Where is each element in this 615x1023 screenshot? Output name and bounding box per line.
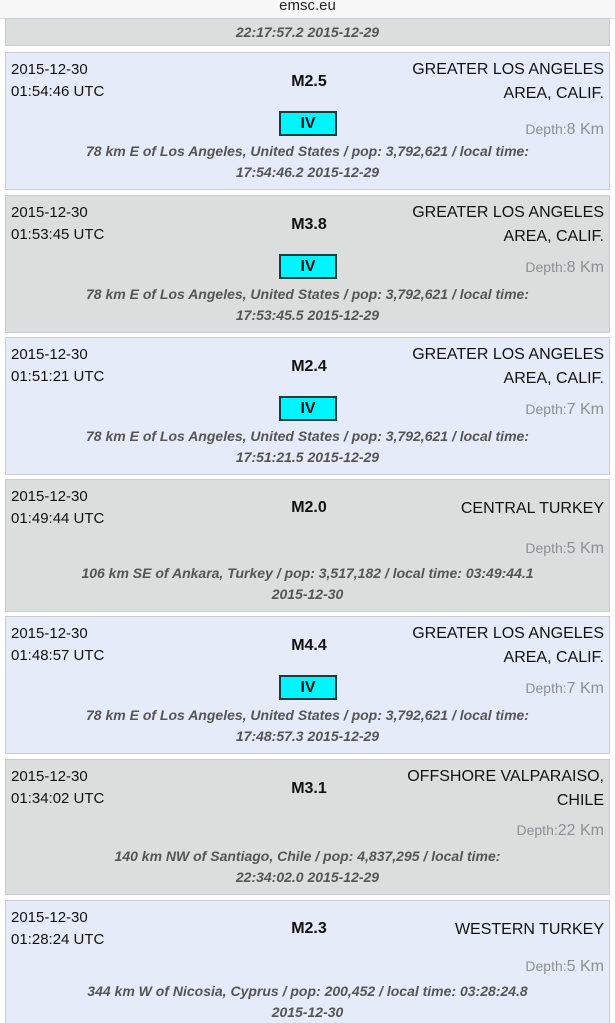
region-line-1: GREATER LOS ANGELES (412, 625, 604, 642)
depth-value: 5 Km (566, 958, 604, 975)
region-line-1: WESTERN TURKEY (454, 921, 604, 938)
depth-info (525, 121, 604, 139)
region-line-1: GREATER LOS ANGELES (412, 204, 604, 221)
depth-info (525, 401, 604, 419)
event-card[interactable] (5, 195, 610, 333)
intensity-badge: IV (279, 675, 337, 700)
depth-label: Depth: (525, 958, 567, 974)
local-time-line-2: 2015-12-30 (271, 586, 344, 602)
intensity-badge: IV (279, 254, 337, 279)
depth-value: 7 Km (566, 680, 604, 697)
depth-value: 7 Km (566, 401, 604, 418)
depth-info (525, 259, 604, 277)
depth-label: Depth: (525, 259, 567, 275)
event-card[interactable] (5, 337, 610, 475)
local-time-line-1: 106 km SE of Ankara, Turkey / pop: 3,517,182 / local time: 03:49:44.1 (81, 565, 534, 581)
magnitude: M2.4 (291, 358, 327, 375)
depth-label: Depth: (516, 822, 558, 838)
intensity-badge: IV (279, 111, 337, 136)
region-line-1: CENTRAL TURKEY (460, 500, 604, 517)
region-line-2: AREA, CALIF. (503, 85, 604, 102)
magnitude: M2.5 (291, 73, 327, 90)
event-time: 01:51:21 UTC (11, 368, 105, 385)
event-time: 01:54:46 UTC (11, 83, 105, 100)
event-card[interactable] (5, 479, 610, 612)
region-line-1: GREATER LOS ANGELES (412, 61, 604, 78)
magnitude: M2.0 (291, 499, 327, 516)
local-time-line-2: 17:48:57.3 2015-12-29 (235, 728, 380, 744)
event-card[interactable] (5, 759, 610, 895)
local-time-line-1: 78 km E of Los Angeles, United States / pop: 3,792,621 / local time: (86, 143, 529, 159)
event-date: 2015-12-30 (11, 61, 88, 78)
depth-info (525, 680, 604, 698)
url-text: emsc.eu (279, 0, 336, 14)
event-date: 2015-12-30 (11, 768, 88, 785)
local-time-line-2: 22:34:02.0 2015-12-29 (235, 869, 380, 885)
depth-label: Depth: (525, 680, 567, 696)
region-line-2: AREA, CALIF. (503, 228, 604, 245)
depth-label: Depth: (525, 401, 567, 417)
depth-label: Depth: (525, 121, 567, 137)
event-time: 01:49:44 UTC (11, 510, 105, 527)
local-time-line-1: 78 km E of Los Angeles, United States / pop: 3,792,621 / local time: (86, 286, 529, 302)
depth-value: 22 Km (557, 822, 604, 839)
local-time-line-2: 17:54:46.2 2015-12-29 (235, 164, 380, 180)
event-time: 01:34:02 UTC (11, 790, 105, 807)
depth-value: 8 Km (566, 259, 604, 276)
local-time-line-1: 140 km NW of Santiago, Chile / pop: 4,837,295 / local time: (114, 848, 501, 864)
magnitude: M3.8 (291, 216, 327, 233)
event-time: 01:53:45 UTC (11, 226, 105, 243)
local-time-line: 22:17:57.2 2015-12-29 (235, 24, 380, 40)
event-card[interactable] (5, 52, 610, 190)
local-time-line-2: 17:51:21.5 2015-12-29 (235, 449, 380, 465)
local-time-line-2: 17:53:45.5 2015-12-29 (235, 307, 380, 323)
magnitude: M4.4 (291, 637, 327, 654)
region-line-2: AREA, CALIF. (503, 649, 604, 666)
event-date: 2015-12-30 (11, 346, 88, 363)
depth-value: 8 Km (566, 121, 604, 138)
region-line-2: AREA, CALIF. (503, 370, 604, 387)
depth-value: 5 Km (566, 540, 604, 557)
magnitude: M3.1 (291, 780, 327, 797)
event-date: 2015-12-30 (11, 488, 88, 505)
event-date: 2015-12-30 (11, 204, 88, 221)
local-time-line-1: 78 km E of Los Angeles, United States / pop: 3,792,621 / local time: (86, 428, 529, 444)
event-card[interactable] (5, 616, 610, 754)
event-card-partial[interactable] (5, 18, 610, 46)
region-line-2: CHILE (556, 792, 604, 809)
event-time: 01:28:24 UTC (11, 931, 105, 948)
magnitude: M2.3 (291, 920, 327, 937)
region-line-1: GREATER LOS ANGELES (412, 346, 604, 363)
depth-info (517, 822, 605, 840)
depth-info (525, 540, 604, 558)
depth-info (525, 958, 604, 976)
event-date: 2015-12-30 (11, 625, 88, 642)
local-time-line-1: 344 km W of Nicosia, Cyprus / pop: 200,452 / local time: 03:28:24.8 (87, 983, 528, 999)
depth-label: Depth: (525, 540, 567, 556)
event-card[interactable] (5, 900, 610, 1023)
event-date: 2015-12-30 (11, 909, 88, 926)
event-time: 01:48:57 UTC (11, 647, 105, 664)
intensity-badge: IV (279, 396, 337, 421)
local-time-line-2: 2015-12-30 (271, 1004, 344, 1020)
browser-url-bar[interactable] (0, 0, 615, 19)
region-line-1: OFFSHORE VALPARAISO, (407, 768, 604, 785)
local-time-line-1: 78 km E of Los Angeles, United States / pop: 3,792,621 / local time: (86, 707, 529, 723)
